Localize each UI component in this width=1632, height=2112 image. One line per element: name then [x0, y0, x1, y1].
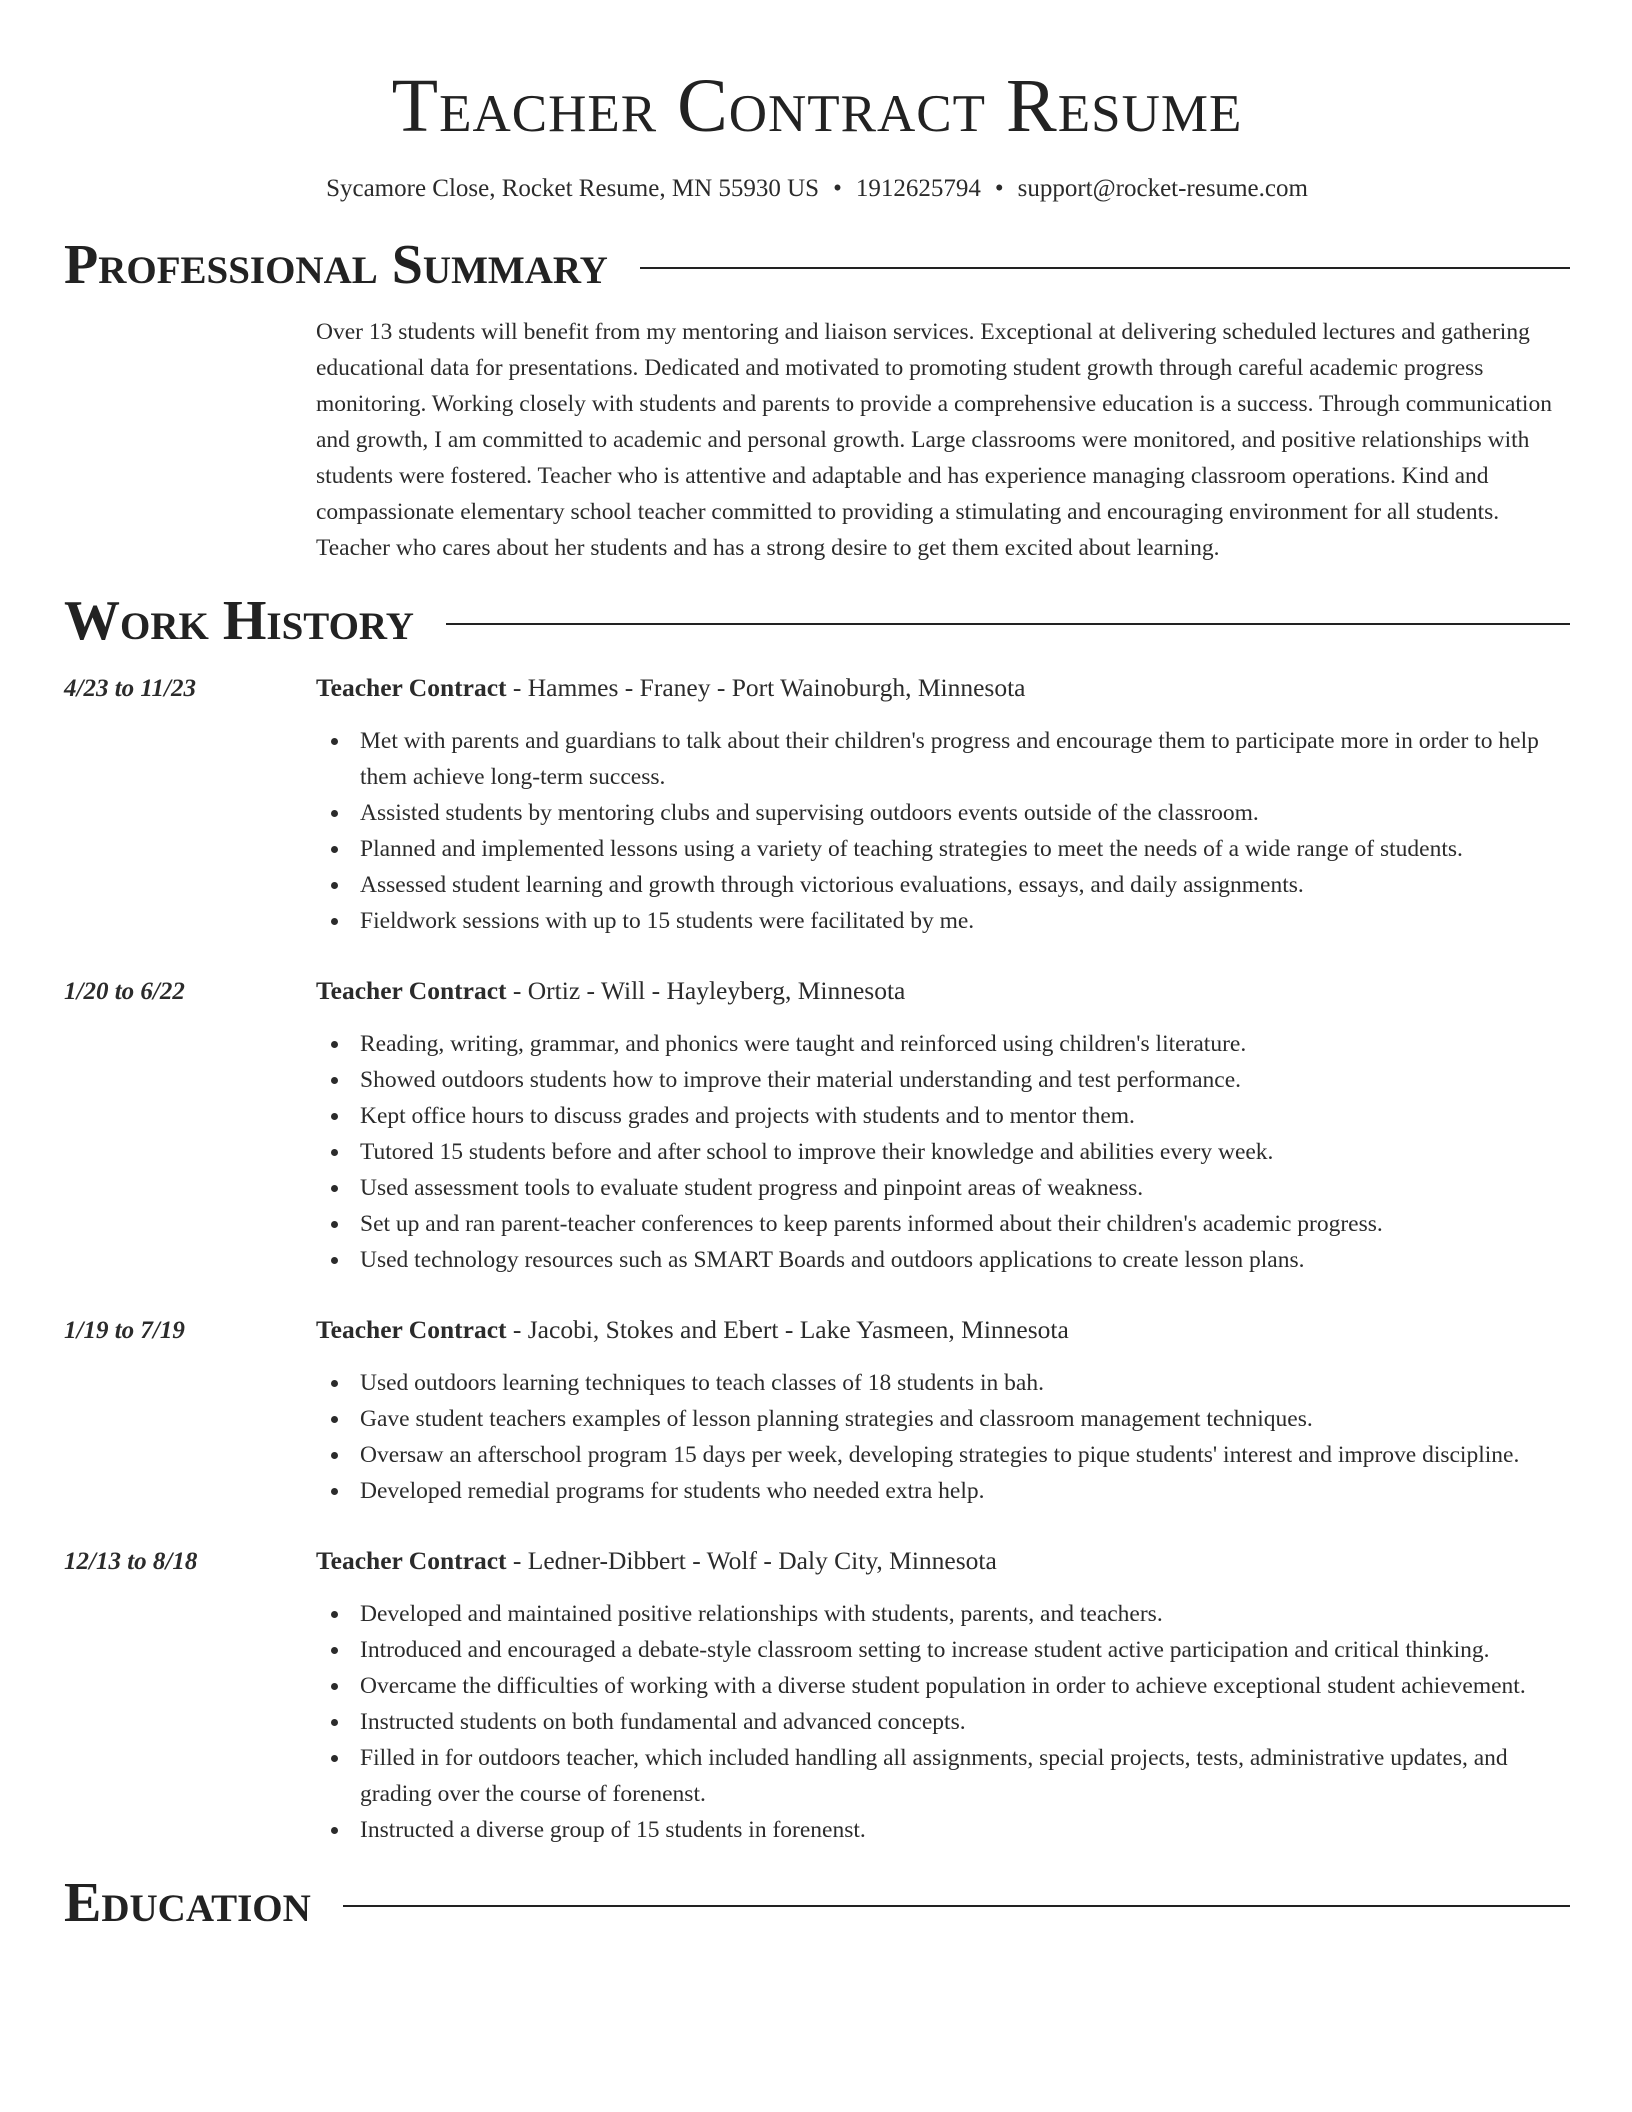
- section-heading: [64, 232, 1570, 298]
- job-entry: [64, 1543, 1570, 1848]
- job-dates: 1/20 to 6/22: [64, 978, 185, 1005]
- job-bullet: Developed remedial programs for students who needed extra help.: [316, 1473, 1570, 1509]
- summary-paragraph: Over 13 students will benefit from my mentoring and liaison services. Exceptional at delivering scheduled lectures and gathering educational data for presentations. Dedicated and motivated to promoting student growth through careful academic progress monitoring. Working closely with students and parents to provide a comprehensive education is a success. Through communication and growth, I am committed to academic and personal growth. Large classrooms were monitored, and positive relationships with students were fostered. Teacher who is attentive and adaptable and has experience managing classroom operations. Kind and compassionate elementary school teacher committed to providing a stimulating and encouraging environment for all students. Teacher who cares about her students and has a strong desire to get them excited about learning.: [316, 319, 1552, 561]
- section-heading: [64, 588, 1570, 654]
- job-header: [64, 670, 1570, 707]
- professional-summary-section: [64, 232, 1570, 566]
- job-employer-location: - Hammes - Franey - Port Wainoburgh, Minnesota: [506, 673, 1026, 702]
- job-bullet: Used assessment tools to evaluate student progress and pinpoint areas of weakness.: [316, 1170, 1570, 1206]
- job-list: [64, 670, 1570, 1848]
- job-role: Teacher Contract: [316, 1315, 507, 1344]
- job-entry: [64, 973, 1570, 1278]
- job-bullet-list: [316, 1596, 1570, 1848]
- job-entry: [64, 1312, 1570, 1509]
- section-heading-label: Professional Summary: [64, 234, 608, 296]
- section-heading-label: Work History: [64, 590, 414, 652]
- job-employer-location: - Ortiz - Will - Hayleyberg, Minnesota: [506, 976, 906, 1005]
- contact-address: Sycamore Close, Rocket Resume, MN 55930 US: [326, 175, 820, 202]
- job-bullet: Filled in for outdoors teacher, which included handling all assignments, special projects, tests, administrative updates, and grading over the course of forenenst.: [316, 1740, 1570, 1812]
- job-bullet-list: [316, 723, 1570, 939]
- job-bullet: Assisted students by mentoring clubs and supervising outdoors events outside of the classroom.: [316, 795, 1570, 831]
- job-employer-location: - Jacobi, Stokes and Ebert - Lake Yasmeen, Minnesota: [506, 1315, 1069, 1344]
- job-entry: [64, 670, 1570, 939]
- section-heading: [64, 1870, 1570, 1936]
- section-divider: [446, 623, 1570, 625]
- contact-separator: •: [994, 175, 1004, 202]
- job-bullet-list: [316, 1365, 1570, 1509]
- job-bullet: Overcame the difficulties of working with a diverse student population in order to achieve exceptional student achievement.: [316, 1668, 1570, 1704]
- job-bullet: Used outdoors learning techniques to teach classes of 18 students in bah.: [316, 1365, 1570, 1401]
- contact-line: [64, 172, 1570, 206]
- job-role: Teacher Contract: [316, 976, 507, 1005]
- job-bullet: Oversaw an afterschool program 15 days per week, developing strategies to pique students' interest and improve discipline.: [316, 1437, 1570, 1473]
- job-header: [64, 1312, 1570, 1349]
- job-bullet: Tutored 15 students before and after school to improve their knowledge and abilities every week.: [316, 1134, 1570, 1170]
- job-bullet: Met with parents and guardians to talk about their children's progress and encourage them to participate more in order to help them achieve long-term success.: [316, 723, 1570, 795]
- section-divider: [343, 1905, 1570, 1907]
- job-bullet: Assessed student learning and growth through victorious evaluations, essays, and daily assignments.: [316, 867, 1570, 903]
- job-heading: [316, 1312, 1069, 1348]
- job-role: Teacher Contract: [316, 1546, 507, 1575]
- job-bullet: Fieldwork sessions with up to 15 students were facilitated by me.: [316, 903, 1570, 939]
- resume-title: Teacher Contract Resume: [391, 64, 1243, 148]
- job-bullet: Gave student teachers examples of lesson planning strategies and classroom management techniques.: [316, 1401, 1570, 1437]
- job-employer-location: - Ledner-Dibbert - Wolf - Daly City, Minnesota: [506, 1546, 997, 1575]
- job-bullet: Instructed a diverse group of 15 students in forenenst.: [316, 1812, 1570, 1848]
- job-bullet: Introduced and encouraged a debate-style classroom setting to increase student active participation and critical thinking.: [316, 1632, 1570, 1668]
- contact-phone: 1912625794: [855, 175, 981, 202]
- job-bullet: Developed and maintained positive relationships with students, parents, and teachers.: [316, 1596, 1570, 1632]
- job-heading: [316, 1543, 997, 1579]
- job-dates: 12/13 to 8/18: [64, 1548, 198, 1575]
- job-dates: 4/23 to 11/23: [64, 675, 196, 702]
- work-history-section: [64, 588, 1570, 1848]
- contact-email: support@rocket-resume.com: [1017, 175, 1308, 202]
- education-section: [64, 1870, 1570, 1936]
- section-divider: [640, 267, 1570, 269]
- job-bullet-list: [316, 1026, 1570, 1278]
- job-bullet: Showed outdoors students how to improve their material understanding and test performance.: [316, 1062, 1570, 1098]
- contact-separator: •: [833, 175, 842, 202]
- job-heading: [316, 670, 1025, 706]
- job-bullet: Reading, writing, grammar, and phonics were taught and reinforced using children's literature.: [316, 1026, 1570, 1062]
- job-role: Teacher Contract: [316, 673, 507, 702]
- job-header: [64, 973, 1570, 1010]
- job-bullet: Set up and ran parent-teacher conferences to keep parents informed about their children's academic progress.: [316, 1206, 1570, 1242]
- job-bullet: Kept office hours to discuss grades and projects with students and to mentor them.: [316, 1098, 1570, 1134]
- job-bullet: Instructed students on both fundamental and advanced concepts.: [316, 1704, 1570, 1740]
- job-bullet: Planned and implemented lessons using a variety of teaching strategies to meet the needs of a wide range of students.: [316, 831, 1570, 867]
- job-bullet: Used technology resources such as SMART Boards and outdoors applications to create lesson plans.: [316, 1242, 1570, 1278]
- job-dates: 1/19 to 7/19: [64, 1317, 185, 1344]
- job-header: [64, 1543, 1570, 1580]
- section-heading-label: Education: [64, 1872, 311, 1934]
- job-heading: [316, 973, 905, 1009]
- resume-page: [64, 0, 1570, 1936]
